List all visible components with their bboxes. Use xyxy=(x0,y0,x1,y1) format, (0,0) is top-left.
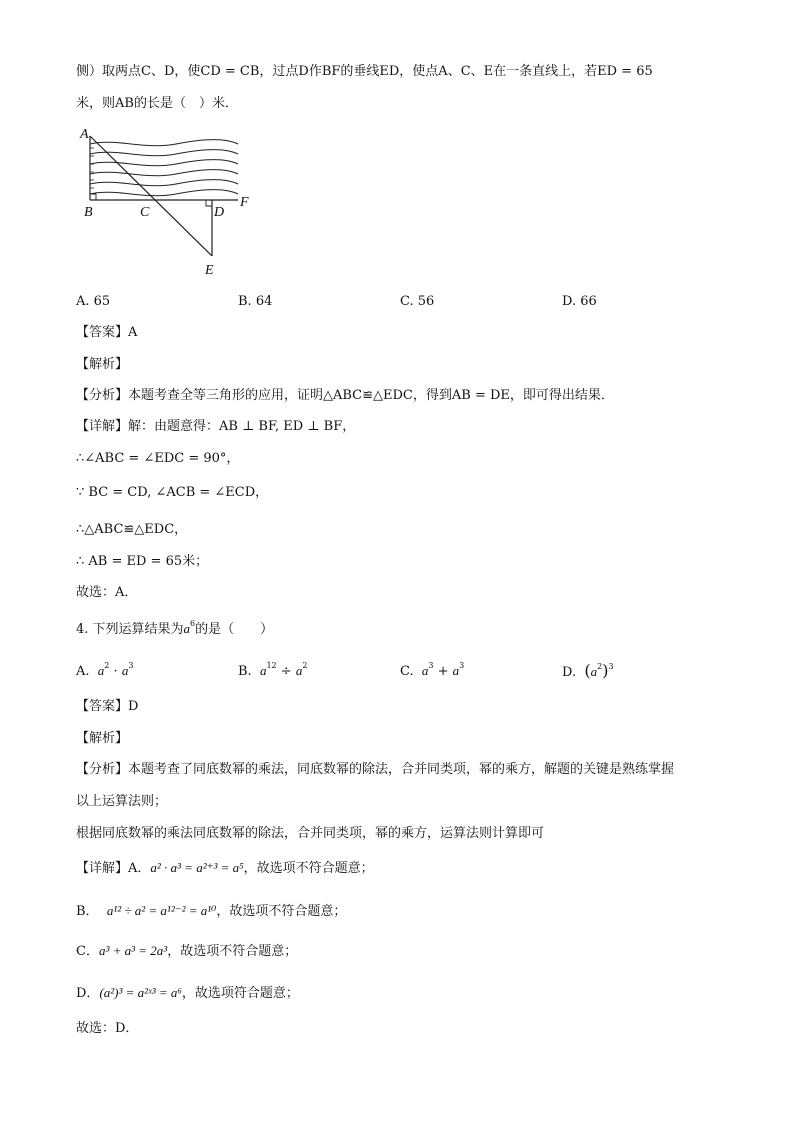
problem4-option-c: C. $a^3 + a^3$ xyxy=(400,661,465,679)
problem4-stem-suffix: 的是（ ） xyxy=(195,622,274,637)
right-angle-d xyxy=(206,200,212,206)
problem3-detail-line4: ∴△ABC≌△EDC， xyxy=(76,522,188,537)
problem3-stem-line2: 米，则AB的长是（ ）米． xyxy=(76,96,238,111)
problem3-analysis-title: 【解析】 xyxy=(76,357,129,372)
wave-line xyxy=(90,140,238,146)
problem3-option-d: D. 66 xyxy=(562,294,597,309)
wave-line xyxy=(90,190,238,196)
label-a: A xyxy=(80,127,89,142)
problem3-option-b: B. 64 xyxy=(238,294,273,309)
problem4-option-b: B. $a^{12} \div a^2$ xyxy=(238,661,308,679)
problem3-analysis: 【分析】本题考查全等三角形的应用，证明△ABC≌△EDC，得到AB = DE，即可得出结果． xyxy=(76,388,614,403)
problem4-analysis-line3: 根据同底数幂的乘法同底数幂的除法，合并同类项，幂的乘方，运算法则计算即可 xyxy=(76,826,545,841)
wave-line xyxy=(90,150,238,156)
label-f: F xyxy=(240,195,249,210)
problem4-analysis-line1: 【分析】本题考查了同底数幂的乘法，同底数幂的除法，合并同类项，幂的乘方，解题的关键是熟练掌握 xyxy=(76,762,675,777)
problem4-stem-exp: 6 xyxy=(190,619,196,628)
river-triangle-figure xyxy=(76,124,266,284)
problem4-analysis-title: 【解析】 xyxy=(76,731,129,746)
problem3-detail-line2: ∴∠ABC = ∠EDC = 90°， xyxy=(76,451,240,466)
problem4-option-a: A. $a^2 \cdot a^3$ xyxy=(76,661,134,679)
label-c: C xyxy=(140,205,150,220)
problem3-detail-line1: 【详解】解：由题意得：AB ⊥ BF, ED ⊥ BF， xyxy=(76,419,356,434)
problem4-detail-b: B． a¹² ÷ a² = a¹²⁻² = a¹⁰，故选项不符合题意； xyxy=(76,903,347,919)
problem3-option-a: A. 65 xyxy=(76,294,111,309)
label-d: D xyxy=(214,205,225,220)
problem4-detail-d: D．(a²)³ = a²ˣ³ = a⁶，故选项符合题意； xyxy=(76,985,299,1001)
problem3-conclusion: 故选：A． xyxy=(76,585,138,600)
problem4-stem-prefix: 4. 下列运算结果为 xyxy=(76,622,184,637)
problem3-detail-line3: ∵ BC = CD, ∠ACB = ∠ECD， xyxy=(76,485,269,500)
problem4-conclusion: 故选：D． xyxy=(76,1021,139,1036)
problem3-answer: 【答案】A xyxy=(76,325,138,340)
problem4-option-d: D. $(a^2)^3$ xyxy=(562,661,614,680)
wave-line xyxy=(90,170,238,176)
problem3-option-c: C. 56 xyxy=(400,294,435,309)
problem4-answer: 【答案】D xyxy=(76,699,139,714)
problem4-detail-a: 【详解】A．a² · a³ = a²⁺³ = a⁵，故选项不符合题意； xyxy=(76,860,374,876)
problem4-analysis-line2: 以上运算法则； xyxy=(76,794,168,809)
label-e: E xyxy=(205,263,214,278)
right-angle-b xyxy=(90,194,96,200)
problem3-detail-line5: ∴ AB = ED = 65米； xyxy=(76,554,209,569)
segment-ae xyxy=(90,136,212,256)
problem4-detail-c: C．a³ + a³ = 2a³，故选项不符合题意； xyxy=(76,943,298,959)
wave-line xyxy=(90,160,238,166)
wave-line xyxy=(90,180,238,186)
label-b: B xyxy=(84,205,93,220)
problem3-stem-line1: 侧）取两点C、D，使CD = CB，过点D作BF的垂线ED，使点A、C、E在一条直线上，若ED = 65 xyxy=(76,64,653,79)
problem4-stem-base: a xyxy=(183,621,191,636)
problem4-stem xyxy=(76,620,273,639)
